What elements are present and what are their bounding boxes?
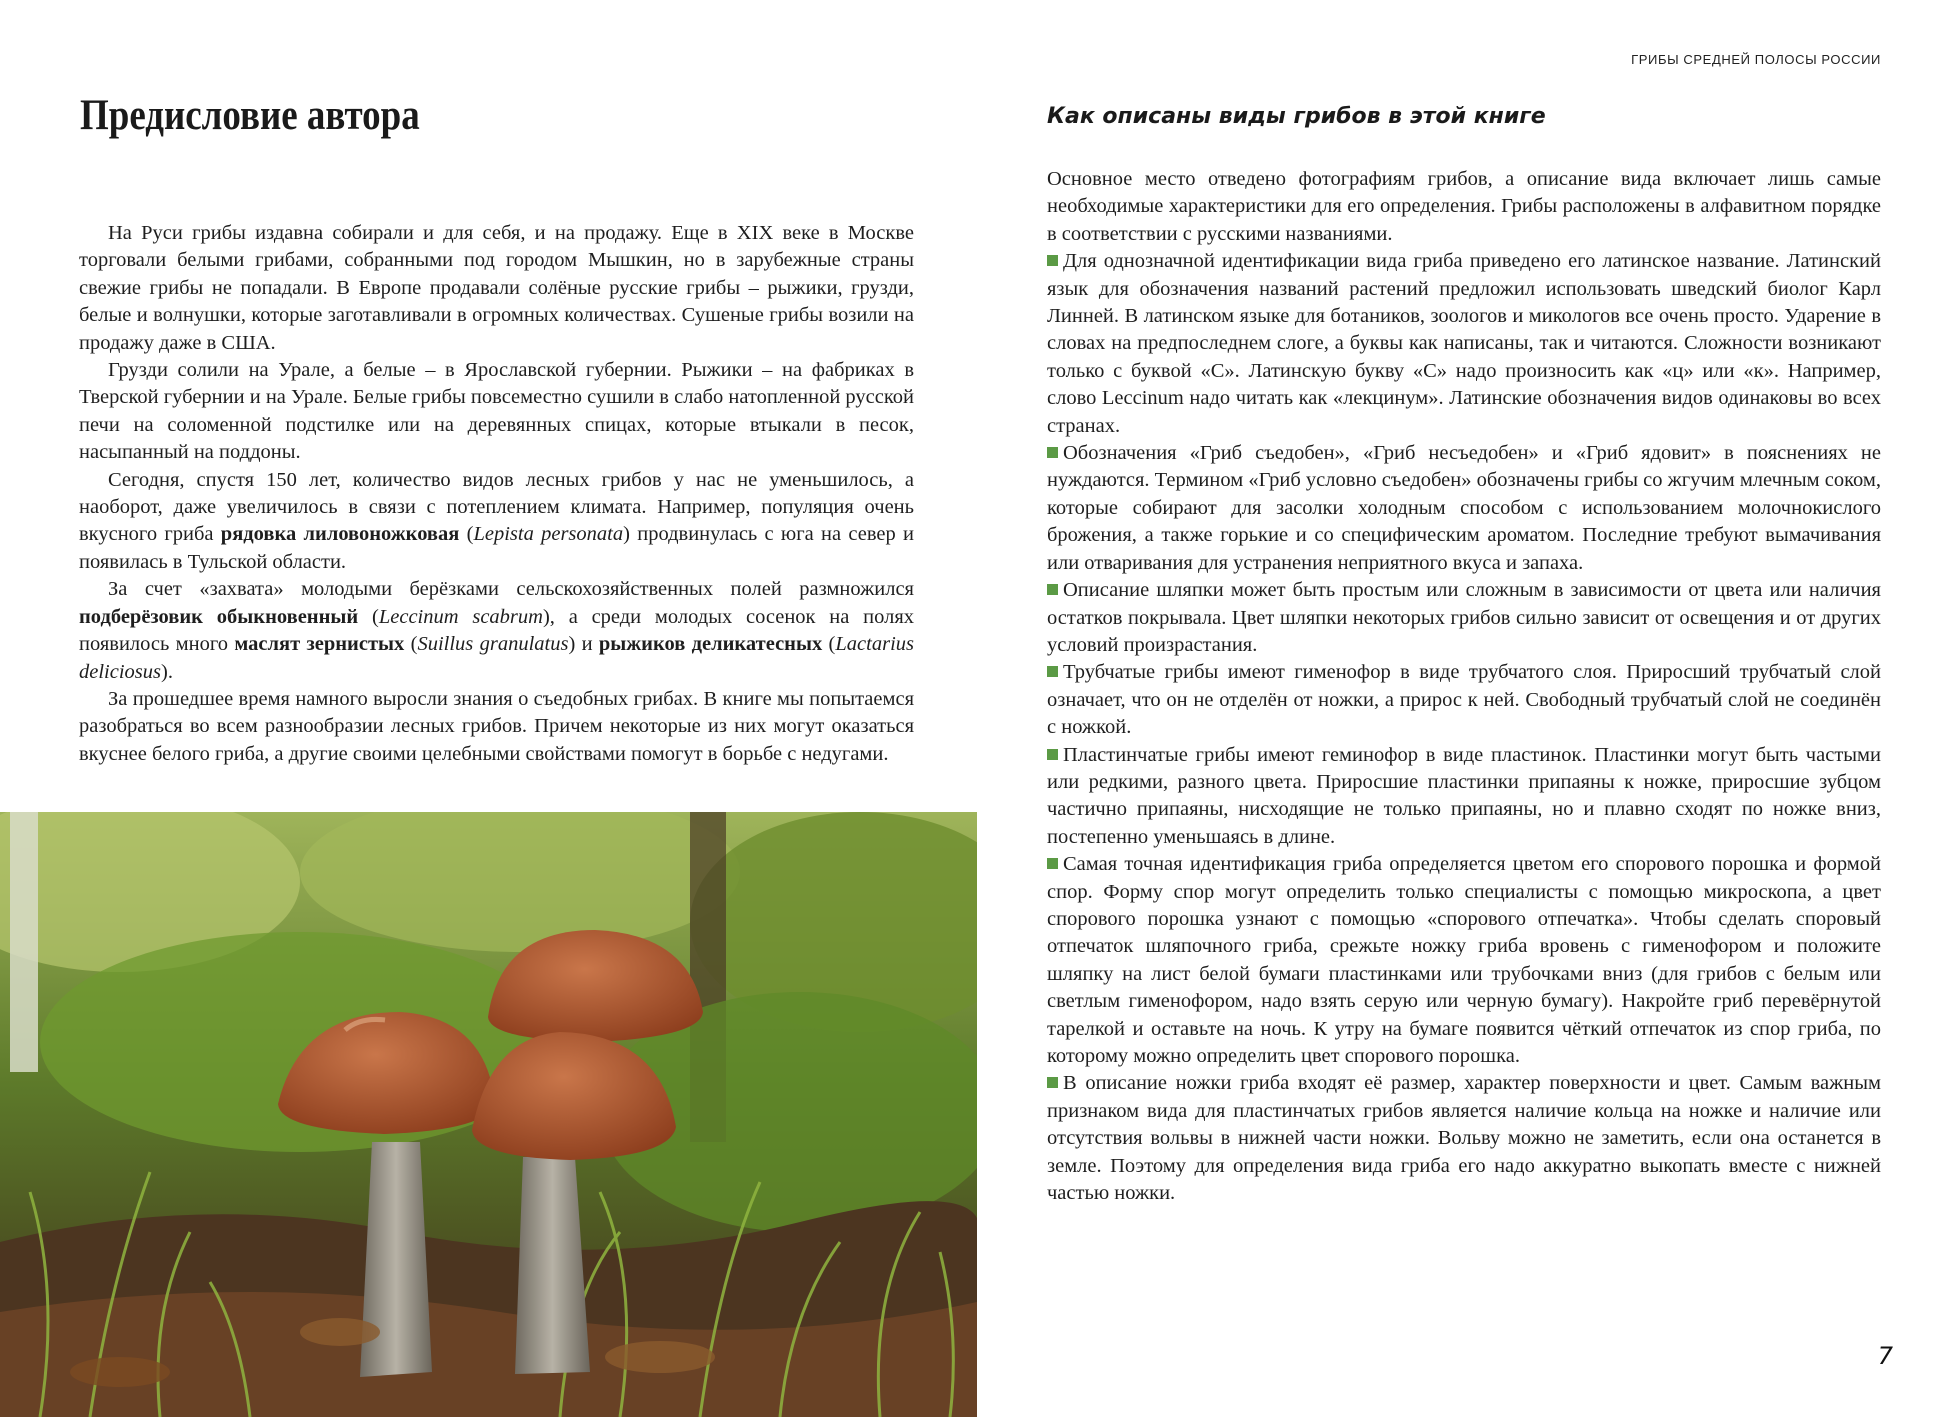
bullet-paragraph [1047, 851, 1881, 1070]
bullet-text: Описание шляпки может быть простым или сложным в зависимости от цвета или наличия остатков покрывала. Цвет шляпки некоторых грибов сильно зависит от освещения и от других условий произрастания. [1047, 579, 1881, 656]
page-title: Предисловие автора [80, 92, 420, 139]
description-text [1047, 166, 1881, 1207]
section-title: Как описаны виды грибов в этой книге [1047, 104, 1546, 129]
green-square-bullet-icon [1047, 584, 1058, 595]
green-square-bullet-icon [1047, 858, 1058, 869]
bullet-list [1047, 248, 1881, 1207]
green-square-bullet-icon [1047, 749, 1058, 760]
right-page [974, 0, 1949, 1417]
green-square-bullet-icon [1047, 447, 1058, 458]
species-name: подберёзовик обыкновенный [79, 605, 359, 628]
latin-name: Suillus granulatus [417, 633, 569, 656]
species-name: маслят зернистых [234, 633, 405, 656]
species-name: рядовка лиловоножковая [220, 523, 460, 546]
left-page [0, 0, 974, 1417]
species-name: рыжиков деликатесных [598, 633, 823, 656]
latin-name: Leccinum scabrum [378, 605, 543, 628]
bullet-paragraph [1047, 1070, 1881, 1207]
bullet-text: Для однозначной идентификации вида гриба приведено его латинское название. Латинский язык для обозначения названий растений предложил использовать шведский биолог Карл Линней. В латинском языке для ботаников, зоологов и микологов все очень просто. Ударение в словах на предпоследнем слоге, а буквы как написаны, так и читаются. Сложности возникают только с буквой «С». Латинскую букву «С» надо произносить как «ц» или «к». Например, слово Leccinum надо читать как «лекцинум». Латинские обозначения видов одинаковы во всех странах. [1047, 250, 1881, 437]
preface-text [79, 220, 914, 768]
text-run: ( [358, 605, 379, 628]
mushroom-photo [0, 812, 977, 1417]
bullet-paragraph [1047, 577, 1881, 659]
bullet-text: В описание ножки гриба входят её размер, характер поверхности и цвет. Самым важным признаком вида для пластинчатых грибов является наличие кольца на ножке и наличие или отсутствия вольвы в нижней части ножки. Вольву можно не заметить, если она останется в земле. Поэтому для определения вида гриба его надо аккуратно выкопать вместе с нижней частью ножки. [1047, 1072, 1881, 1205]
bullet-paragraph [1047, 659, 1881, 741]
green-square-bullet-icon [1047, 1077, 1058, 1088]
bullet-paragraph [1047, 248, 1881, 440]
latin-name: Lactarius deliciosus [79, 633, 914, 683]
green-square-bullet-icon [1047, 255, 1058, 266]
text-run: Грузди солили на Урале, а белые – в Ярославской губернии. Рыжики – на фабриках в Тверской губернии и на Урале. Белые грибы повсеместно сушили в слабо натопленной русской печи на соломенной подстилке или на деревянных спицах, которые втыкали в песок, насыпанный на поддоны. [79, 359, 914, 464]
intro-paragraph: Основное место отведено фотографиям грибов, а описание вида включает лишь самые необходимые характеристики для его определения. Грибы расположены в алфавитном порядке в соответствии с русскими названиями. [1047, 168, 1881, 245]
bullet-text: Трубчатые грибы имеют гименофор в виде трубчатого слоя. Приросший трубчатый слой означает, что он не отделён от ножки, а прирос к ней. Свободный трубчатый слой не соединён с ножкой. [1047, 661, 1881, 739]
latin-name: Lepista personata [473, 523, 624, 546]
text-run: ) продвинулась с юга на север и появилась в Тульской области. [79, 523, 914, 573]
text-run: ( [459, 523, 474, 546]
preface-paragraph [79, 576, 914, 686]
text-run: За прошедшее время намного выросли знания о съедобных грибах. В книге мы попытаемся разобраться во всем разнообразии лесных грибов. Причем некоторые из них могут оказаться вкуснее белого гриба, а другие своими целебными свойствами помогут в борьбе с недугами. [79, 687, 914, 765]
preface-paragraph [79, 467, 914, 577]
page-number: 7 [1877, 1342, 1893, 1370]
bullet-paragraph [1047, 742, 1881, 852]
text-run: ) и [568, 633, 599, 656]
text-run: ). [161, 660, 173, 683]
preface-paragraph [79, 357, 914, 467]
text-run: За счет «захвата» молодыми берёзками сельскохозяйственных полей размножился [108, 578, 914, 601]
preface-paragraph [79, 220, 914, 357]
text-run: На Руси грибы издавна собирали и для себя, и на продажу. Еще в XIX веке в Москве торговали белыми грибами, собранными под городом Мышкин, но в зарубежные страны свежие грибы не попадали. В Европе продавали солёные русские грибы – рыжики, грузди, белые и волнушки, которые заготавливали в огромных количествах. Сушеные грибы возили на продажу даже в США. [79, 222, 914, 354]
text-run: Сегодня, спустя 150 лет, количество видов лесных грибов у нас не уменьшилось, а наоборот, даже увеличилось в связи с потеплением климата. Например, популяция очень вкусного гриба [79, 468, 914, 546]
preface-paragraph [79, 686, 914, 768]
green-square-bullet-icon [1047, 666, 1058, 677]
bullet-paragraph [1047, 440, 1881, 577]
running-head: ГРИБЫ СРЕДНЕЙ ПОЛОСЫ РОССИИ [1631, 52, 1881, 67]
bullet-text: Пластинчатые грибы имеют геминофор в виде пластинок. Пластинки могут быть частыми или редкими, разного цвета. Приросшие пластинки припаяны к ножке, приросшие зубцом частично припаяны, нисходящие не только припаяны, но и плавно сходят по ножке вниз, постепенно уменьшаясь в длине. [1047, 743, 1881, 848]
text-run: ( [404, 633, 418, 656]
bullet-text: Самая точная идентификация гриба определяется цветом его спорового порошка и формой спор. Форму спор могут определить только специалисты с помощью микроскопа, а цвет спорового порошка узнают с помощью «спорового отпечатка». Чтобы сделать споровый отпечаток шляпочного гриба, срежьте ножку гриба вровень с гименофором и положите шляпку на лист белой бумаги пластинками или трубочками вниз (для грибов с белым или светлым гименофором, надо взять серую или черную бумагу). Накройте гриб перевёрнутой тарелкой и оставьте на ночь. К утру на бумаге появится чёткий отпечаток из спор гриба, по которому можно определить цвет спорового порошка. [1047, 853, 1881, 1067]
bullet-text: Обозначения «Гриб съедобен», «Гриб несъедобен» и «Гриб ядовит» в пояснениях не нуждаются. Термином «Гриб условно съедобен» обозначены грибы со жгучим млечным соком, которые собирают для засолки холодным способом с использованием молочнокислого брожения, а также горькие и со специфическим ароматом. Последние требуют вымачивания или отваривания для устранения неприятного вкуса и запаха. [1047, 442, 1881, 574]
text-run: ), а среди молодых сосенок на полях появилось много [79, 605, 915, 656]
text-run: ( [822, 633, 836, 656]
